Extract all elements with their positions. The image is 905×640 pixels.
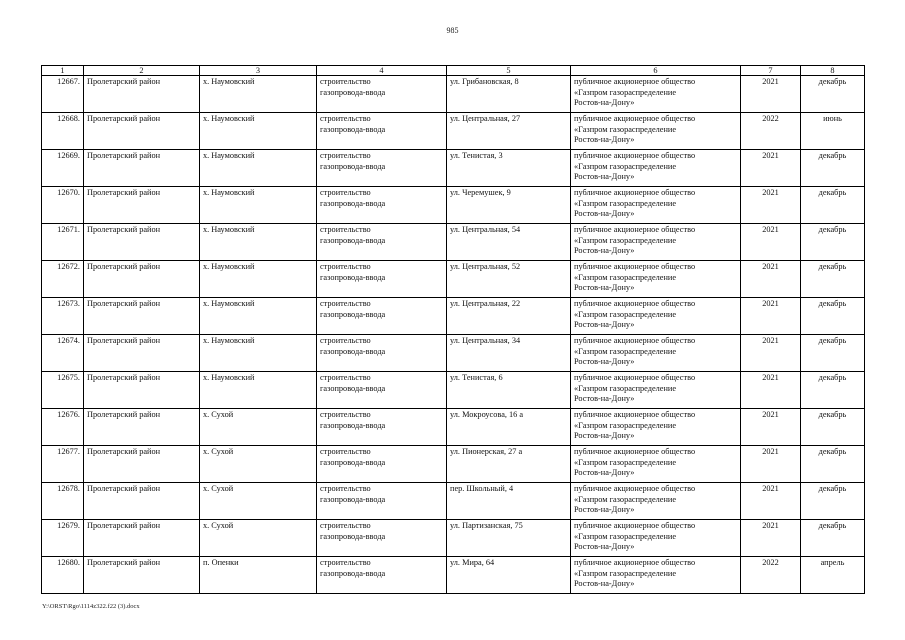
month-cell: декабрь <box>801 298 865 335</box>
work-type-cell: строительство газопровода-ввода <box>317 76 447 113</box>
column-header: 5 <box>447 66 571 76</box>
work-type-cell: строительство газопровода-ввода <box>317 113 447 150</box>
row-number-cell: 12674. <box>42 335 84 372</box>
address-cell: ул. Партизанская, 75 <box>447 520 571 557</box>
district-cell: Пролетарский район <box>84 409 200 446</box>
settlement-cell: х. Сухой <box>200 520 317 557</box>
organization-cell: публичное акционерное общество «Газпром газораспределение Ростов-на-Дону» <box>571 483 741 520</box>
month-cell: декабрь <box>801 76 865 113</box>
row-number-cell: 12672. <box>42 261 84 298</box>
table-row <box>42 335 865 372</box>
work-type-cell: строительство газопровода-ввода <box>317 224 447 261</box>
table-header-row <box>42 66 865 76</box>
table-row <box>42 224 865 261</box>
work-type-cell: строительство газопровода-ввода <box>317 335 447 372</box>
organization-cell: публичное акционерное общество «Газпром газораспределение Ростов-на-Дону» <box>571 298 741 335</box>
month-cell: декабрь <box>801 446 865 483</box>
register-table <box>41 65 865 594</box>
row-number-cell: 12677. <box>42 446 84 483</box>
settlement-cell: х. Наумовский <box>200 261 317 298</box>
table-row <box>42 483 865 520</box>
organization-cell: публичное акционерное общество «Газпром газораспределение Ростов-на-Дону» <box>571 446 741 483</box>
year-cell: 2021 <box>741 261 801 298</box>
year-cell: 2022 <box>741 557 801 594</box>
address-cell: ул. Грибановская, 8 <box>447 76 571 113</box>
address-cell: ул. Мокроусова, 16 а <box>447 409 571 446</box>
month-cell: декабрь <box>801 520 865 557</box>
district-cell: Пролетарский район <box>84 187 200 224</box>
address-cell: ул. Центральная, 54 <box>447 224 571 261</box>
settlement-cell: х. Наумовский <box>200 335 317 372</box>
year-cell: 2021 <box>741 224 801 261</box>
year-cell: 2021 <box>741 446 801 483</box>
year-cell: 2021 <box>741 372 801 409</box>
address-cell: пер. Школьный, 4 <box>447 483 571 520</box>
year-cell: 2021 <box>741 409 801 446</box>
column-header: 2 <box>84 66 200 76</box>
column-header: 4 <box>317 66 447 76</box>
organization-cell: публичное акционерное общество «Газпром газораспределение Ростов-на-Дону» <box>571 261 741 298</box>
organization-cell: публичное акционерное общество «Газпром газораспределение Ростов-на-Дону» <box>571 224 741 261</box>
row-number-cell: 12670. <box>42 187 84 224</box>
district-cell: Пролетарский район <box>84 557 200 594</box>
table-row <box>42 76 865 113</box>
settlement-cell: х. Сухой <box>200 409 317 446</box>
district-cell: Пролетарский район <box>84 298 200 335</box>
column-header: 1 <box>42 66 84 76</box>
address-cell: ул. Черемушек, 9 <box>447 187 571 224</box>
year-cell: 2021 <box>741 298 801 335</box>
address-cell: ул. Центральная, 52 <box>447 261 571 298</box>
year-cell: 2021 <box>741 335 801 372</box>
address-cell: ул. Тенистая, 3 <box>447 150 571 187</box>
table-row <box>42 261 865 298</box>
year-cell: 2022 <box>741 113 801 150</box>
settlement-cell: х. Наумовский <box>200 150 317 187</box>
settlement-cell: х. Сухой <box>200 483 317 520</box>
page-number: 985 <box>446 26 459 35</box>
year-cell: 2021 <box>741 520 801 557</box>
district-cell: Пролетарский район <box>84 446 200 483</box>
table-row <box>42 446 865 483</box>
month-cell: декабрь <box>801 483 865 520</box>
year-cell: 2021 <box>741 187 801 224</box>
settlement-cell: х. Наумовский <box>200 224 317 261</box>
work-type-cell: строительство газопровода-ввода <box>317 298 447 335</box>
row-number-cell: 12673. <box>42 298 84 335</box>
month-cell: июнь <box>801 113 865 150</box>
work-type-cell: строительство газопровода-ввода <box>317 557 447 594</box>
row-number-cell: 12680. <box>42 557 84 594</box>
row-number-cell: 12678. <box>42 483 84 520</box>
address-cell: ул. Центральная, 34 <box>447 335 571 372</box>
settlement-cell: х. Сухой <box>200 446 317 483</box>
row-number-cell: 12679. <box>42 520 84 557</box>
table-row <box>42 409 865 446</box>
work-type-cell: строительство газопровода-ввода <box>317 261 447 298</box>
work-type-cell: строительство газопровода-ввода <box>317 483 447 520</box>
district-cell: Пролетарский район <box>84 76 200 113</box>
address-cell: ул. Мира, 64 <box>447 557 571 594</box>
district-cell: Пролетарский район <box>84 113 200 150</box>
work-type-cell: строительство газопровода-ввода <box>317 446 447 483</box>
month-cell: декабрь <box>801 224 865 261</box>
organization-cell: публичное акционерное общество «Газпром газораспределение Ростов-на-Дону» <box>571 150 741 187</box>
district-cell: Пролетарский район <box>84 520 200 557</box>
column-header: 3 <box>200 66 317 76</box>
address-cell: ул. Пионерская, 27 а <box>447 446 571 483</box>
year-cell: 2021 <box>741 150 801 187</box>
month-cell: декабрь <box>801 409 865 446</box>
district-cell: Пролетарский район <box>84 150 200 187</box>
month-cell: апрель <box>801 557 865 594</box>
table-row <box>42 298 865 335</box>
settlement-cell: х. Наумовский <box>200 372 317 409</box>
district-cell: Пролетарский район <box>84 224 200 261</box>
work-type-cell: строительство газопровода-ввода <box>317 372 447 409</box>
organization-cell: публичное акционерное общество «Газпром газораспределение Ростов-на-Дону» <box>571 520 741 557</box>
column-header: 8 <box>801 66 865 76</box>
table-row <box>42 150 865 187</box>
district-cell: Пролетарский район <box>84 261 200 298</box>
row-number-cell: 12668. <box>42 113 84 150</box>
table-row <box>42 372 865 409</box>
row-number-cell: 12667. <box>42 76 84 113</box>
organization-cell: публичное акционерное общество «Газпром газораспределение Ростов-на-Дону» <box>571 372 741 409</box>
settlement-cell: п. Опенки <box>200 557 317 594</box>
table-row <box>42 187 865 224</box>
district-cell: Пролетарский район <box>84 483 200 520</box>
table-row <box>42 520 865 557</box>
table-row <box>42 113 865 150</box>
month-cell: декабрь <box>801 150 865 187</box>
settlement-cell: х. Наумовский <box>200 113 317 150</box>
row-number-cell: 12669. <box>42 150 84 187</box>
month-cell: декабрь <box>801 187 865 224</box>
month-cell: декабрь <box>801 261 865 298</box>
month-cell: декабрь <box>801 372 865 409</box>
file-path-footer: Y:\ORST\Rgo\1114z322.f22 (3).docx <box>42 603 140 610</box>
organization-cell: публичное акционерное общество «Газпром газораспределение Ростов-на-Дону» <box>571 76 741 113</box>
column-header: 6 <box>571 66 741 76</box>
organization-cell: публичное акционерное общество «Газпром газораспределение Ростов-на-Дону» <box>571 335 741 372</box>
organization-cell: публичное акционерное общество «Газпром газораспределение Ростов-на-Дону» <box>571 187 741 224</box>
organization-cell: публичное акционерное общество «Газпром газораспределение Ростов-на-Дону» <box>571 409 741 446</box>
settlement-cell: х. Наумовский <box>200 187 317 224</box>
work-type-cell: строительство газопровода-ввода <box>317 187 447 224</box>
organization-cell: публичное акционерное общество «Газпром газораспределение Ростов-на-Дону» <box>571 557 741 594</box>
address-cell: ул. Центральная, 27 <box>447 113 571 150</box>
address-cell: ул. Тенистая, 6 <box>447 372 571 409</box>
row-number-cell: 12675. <box>42 372 84 409</box>
organization-cell: публичное акционерное общество «Газпром газораспределение Ростов-на-Дону» <box>571 113 741 150</box>
district-cell: Пролетарский район <box>84 372 200 409</box>
settlement-cell: х. Наумовский <box>200 76 317 113</box>
table-row <box>42 557 865 594</box>
work-type-cell: строительство газопровода-ввода <box>317 520 447 557</box>
row-number-cell: 12671. <box>42 224 84 261</box>
year-cell: 2021 <box>741 483 801 520</box>
column-header: 7 <box>741 66 801 76</box>
row-number-cell: 12676. <box>42 409 84 446</box>
month-cell: декабрь <box>801 335 865 372</box>
district-cell: Пролетарский район <box>84 335 200 372</box>
year-cell: 2021 <box>741 76 801 113</box>
address-cell: ул. Центральная, 22 <box>447 298 571 335</box>
work-type-cell: строительство газопровода-ввода <box>317 409 447 446</box>
work-type-cell: строительство газопровода-ввода <box>317 150 447 187</box>
settlement-cell: х. Наумовский <box>200 298 317 335</box>
